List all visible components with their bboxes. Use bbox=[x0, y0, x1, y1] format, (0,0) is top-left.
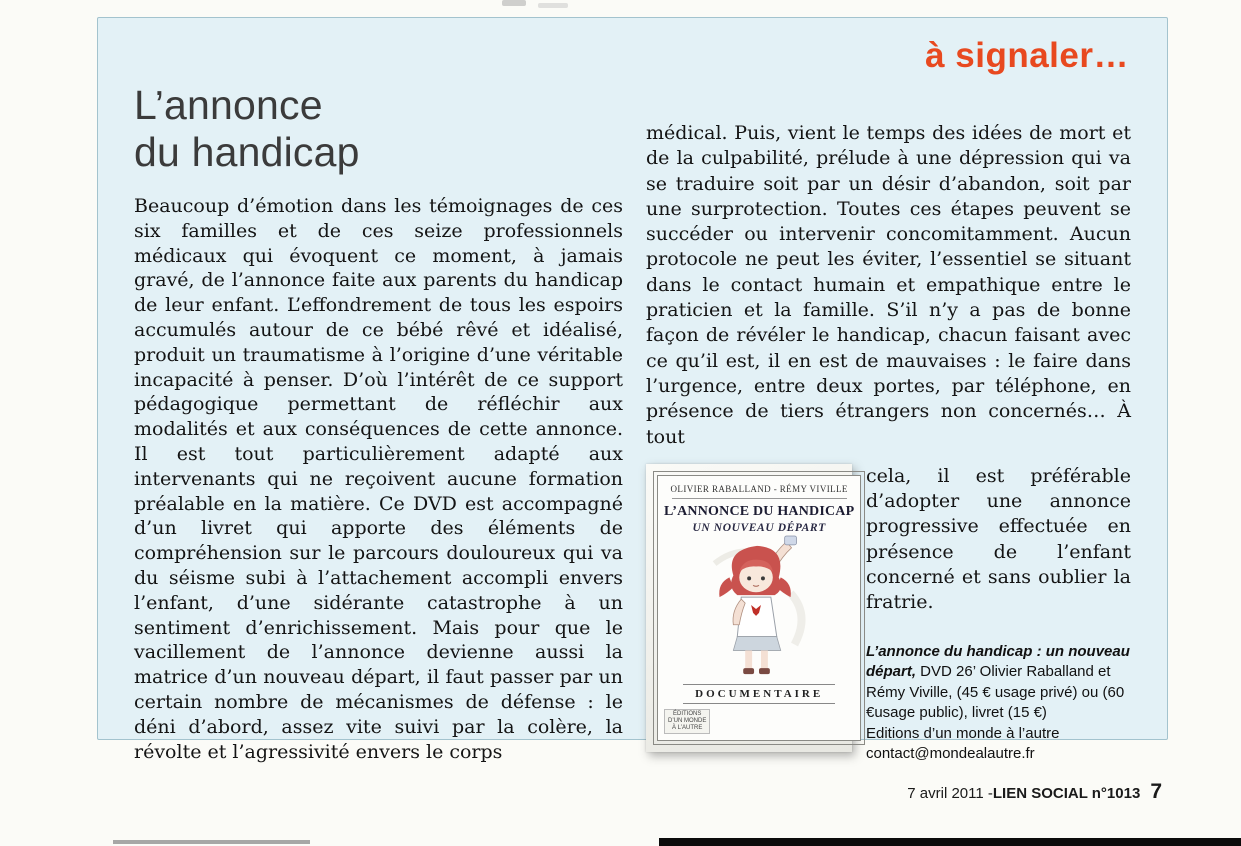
magazine-panel bbox=[97, 17, 1168, 763]
scan-artifact-top-left bbox=[502, 0, 526, 6]
dvd-title: L’ANNONCE DU HANDICAP bbox=[664, 503, 855, 519]
scan-artifact-top-right bbox=[538, 3, 568, 8]
footer-issue-date: 7 avril 2011 - bbox=[907, 785, 993, 802]
dvd-illustration bbox=[664, 534, 854, 682]
dvd-authors: OLIVIER RABALLAND - RÉMY VIVILLE bbox=[670, 483, 848, 494]
page-title-line1: L’annonce bbox=[134, 82, 323, 128]
dvd-caption-title: L’annonce du handicap : un nouveau départ, bbox=[866, 642, 1130, 681]
footer-page-number: 7 bbox=[1150, 780, 1162, 803]
dvd-publisher-logo bbox=[664, 709, 710, 734]
article-paragraph-left: Beaucoup d’émotion dans les témoignages de ces six familles et de ces seize professionnels médicaux qui évoquent ce moment, à jamais gravé, de l’annonce faite aux parents du handicap de leur enfant. L’effondrement de tous les espoirs accumulés autour de ce bébé rêvé et idéalisé, produit un traumatisme à l’origine d’une véritable incapacité à penser. D’où l’intérêt de ce support pédagogique permettant de réfléchir aux modalités et aux conséquences de cette annonce. Il est tout particulièrement adapté aux intervenants qui ne reçoivent aucune formation préalable en la matière. Ce DVD est accompagné d’un livret qui apporte des éléments de compréhension sur le parcours douloureux qui va du séisme subi à l’attachement accompli envers l’enfant, d’une sidérante catastrophe à un sentiment d’enrichissement. Mais pour que le vacillement de l’annonce devienne aussi la matrice d’un nouveau départ, il faut passer par un certain nombre de mécanismes de défense : le déni d’abord, assez vite suivi par la colère, la révolte et l’agressivité envers le corps bbox=[134, 195, 623, 763]
scan-artifact-bottom-gray-bar bbox=[113, 840, 310, 844]
dvd-genre-band: DOCUMENTAIRE bbox=[683, 684, 835, 704]
dvd-subtitle: UN NOUVEAU DÉPART bbox=[692, 521, 826, 534]
section-label: à signaler… bbox=[925, 36, 1129, 75]
page-title-line2: du handicap bbox=[134, 129, 360, 175]
dvd-cover bbox=[646, 464, 855, 752]
article-paragraph-wrap: cela, il est préférable d’adopter une annonce progressive effectuée en présence de l’enfant concerné et sans oublier la fratrie. bbox=[866, 464, 1131, 614]
dvd-cover-inner bbox=[657, 475, 861, 741]
media-row bbox=[646, 464, 1131, 765]
dvd-publisher-line3: À L’AUTRE bbox=[672, 724, 703, 731]
dvd-caption-details: DVD 26’ Olivier Raballand et Rémy Viville, (45 € usage privé) ou (60 €usage public), livret (15 €) bbox=[866, 663, 1125, 722]
scan-artifact-bottom-black-bar bbox=[659, 838, 1241, 846]
dvd-publisher-line2: D’UN MONDE bbox=[668, 717, 707, 724]
dvd-publisher-line1: ÉDITIONS bbox=[673, 710, 702, 717]
page-title bbox=[134, 82, 360, 176]
right-of-dvd bbox=[866, 464, 1131, 765]
footer-journal-name: LIEN SOCIAL n°1013 bbox=[992, 785, 1141, 802]
article-paragraph-right: médical. Puis, vient le temps des idées de mort et de la culpabilité, prélude à une dépression qui va se traduire soit par un désir d’abandon, soit par une surprotection. Toutes ces étapes peuvent se succéder ou intervenir concomitamment. Aucun protocole ne peut les éviter, l’essentiel se situant dans le contact humain et empathique entre le praticien et la famille. S’il n’y a pas de bonne façon de révéler le handicap, chacun faisant avec ce qu’il est, il en est de mauvaises : le faire dans l’urgence, entre deux portes, par téléphone, en présence de tiers étrangers non concernés… À tout bbox=[646, 122, 1131, 448]
dvd-divider bbox=[672, 498, 847, 499]
dvd-caption-main bbox=[866, 642, 1131, 724]
page-footer bbox=[907, 780, 1162, 804]
dvd-caption-publisher: Editions d’un monde à l’autre bbox=[866, 724, 1060, 742]
dvd-caption bbox=[866, 642, 1131, 765]
article-column-right bbox=[646, 121, 1131, 765]
dvd-cover-frame bbox=[653, 471, 865, 745]
dvd-caption-contact: contact@mondealautre.fr bbox=[866, 745, 1035, 763]
article-column-left bbox=[134, 194, 623, 764]
